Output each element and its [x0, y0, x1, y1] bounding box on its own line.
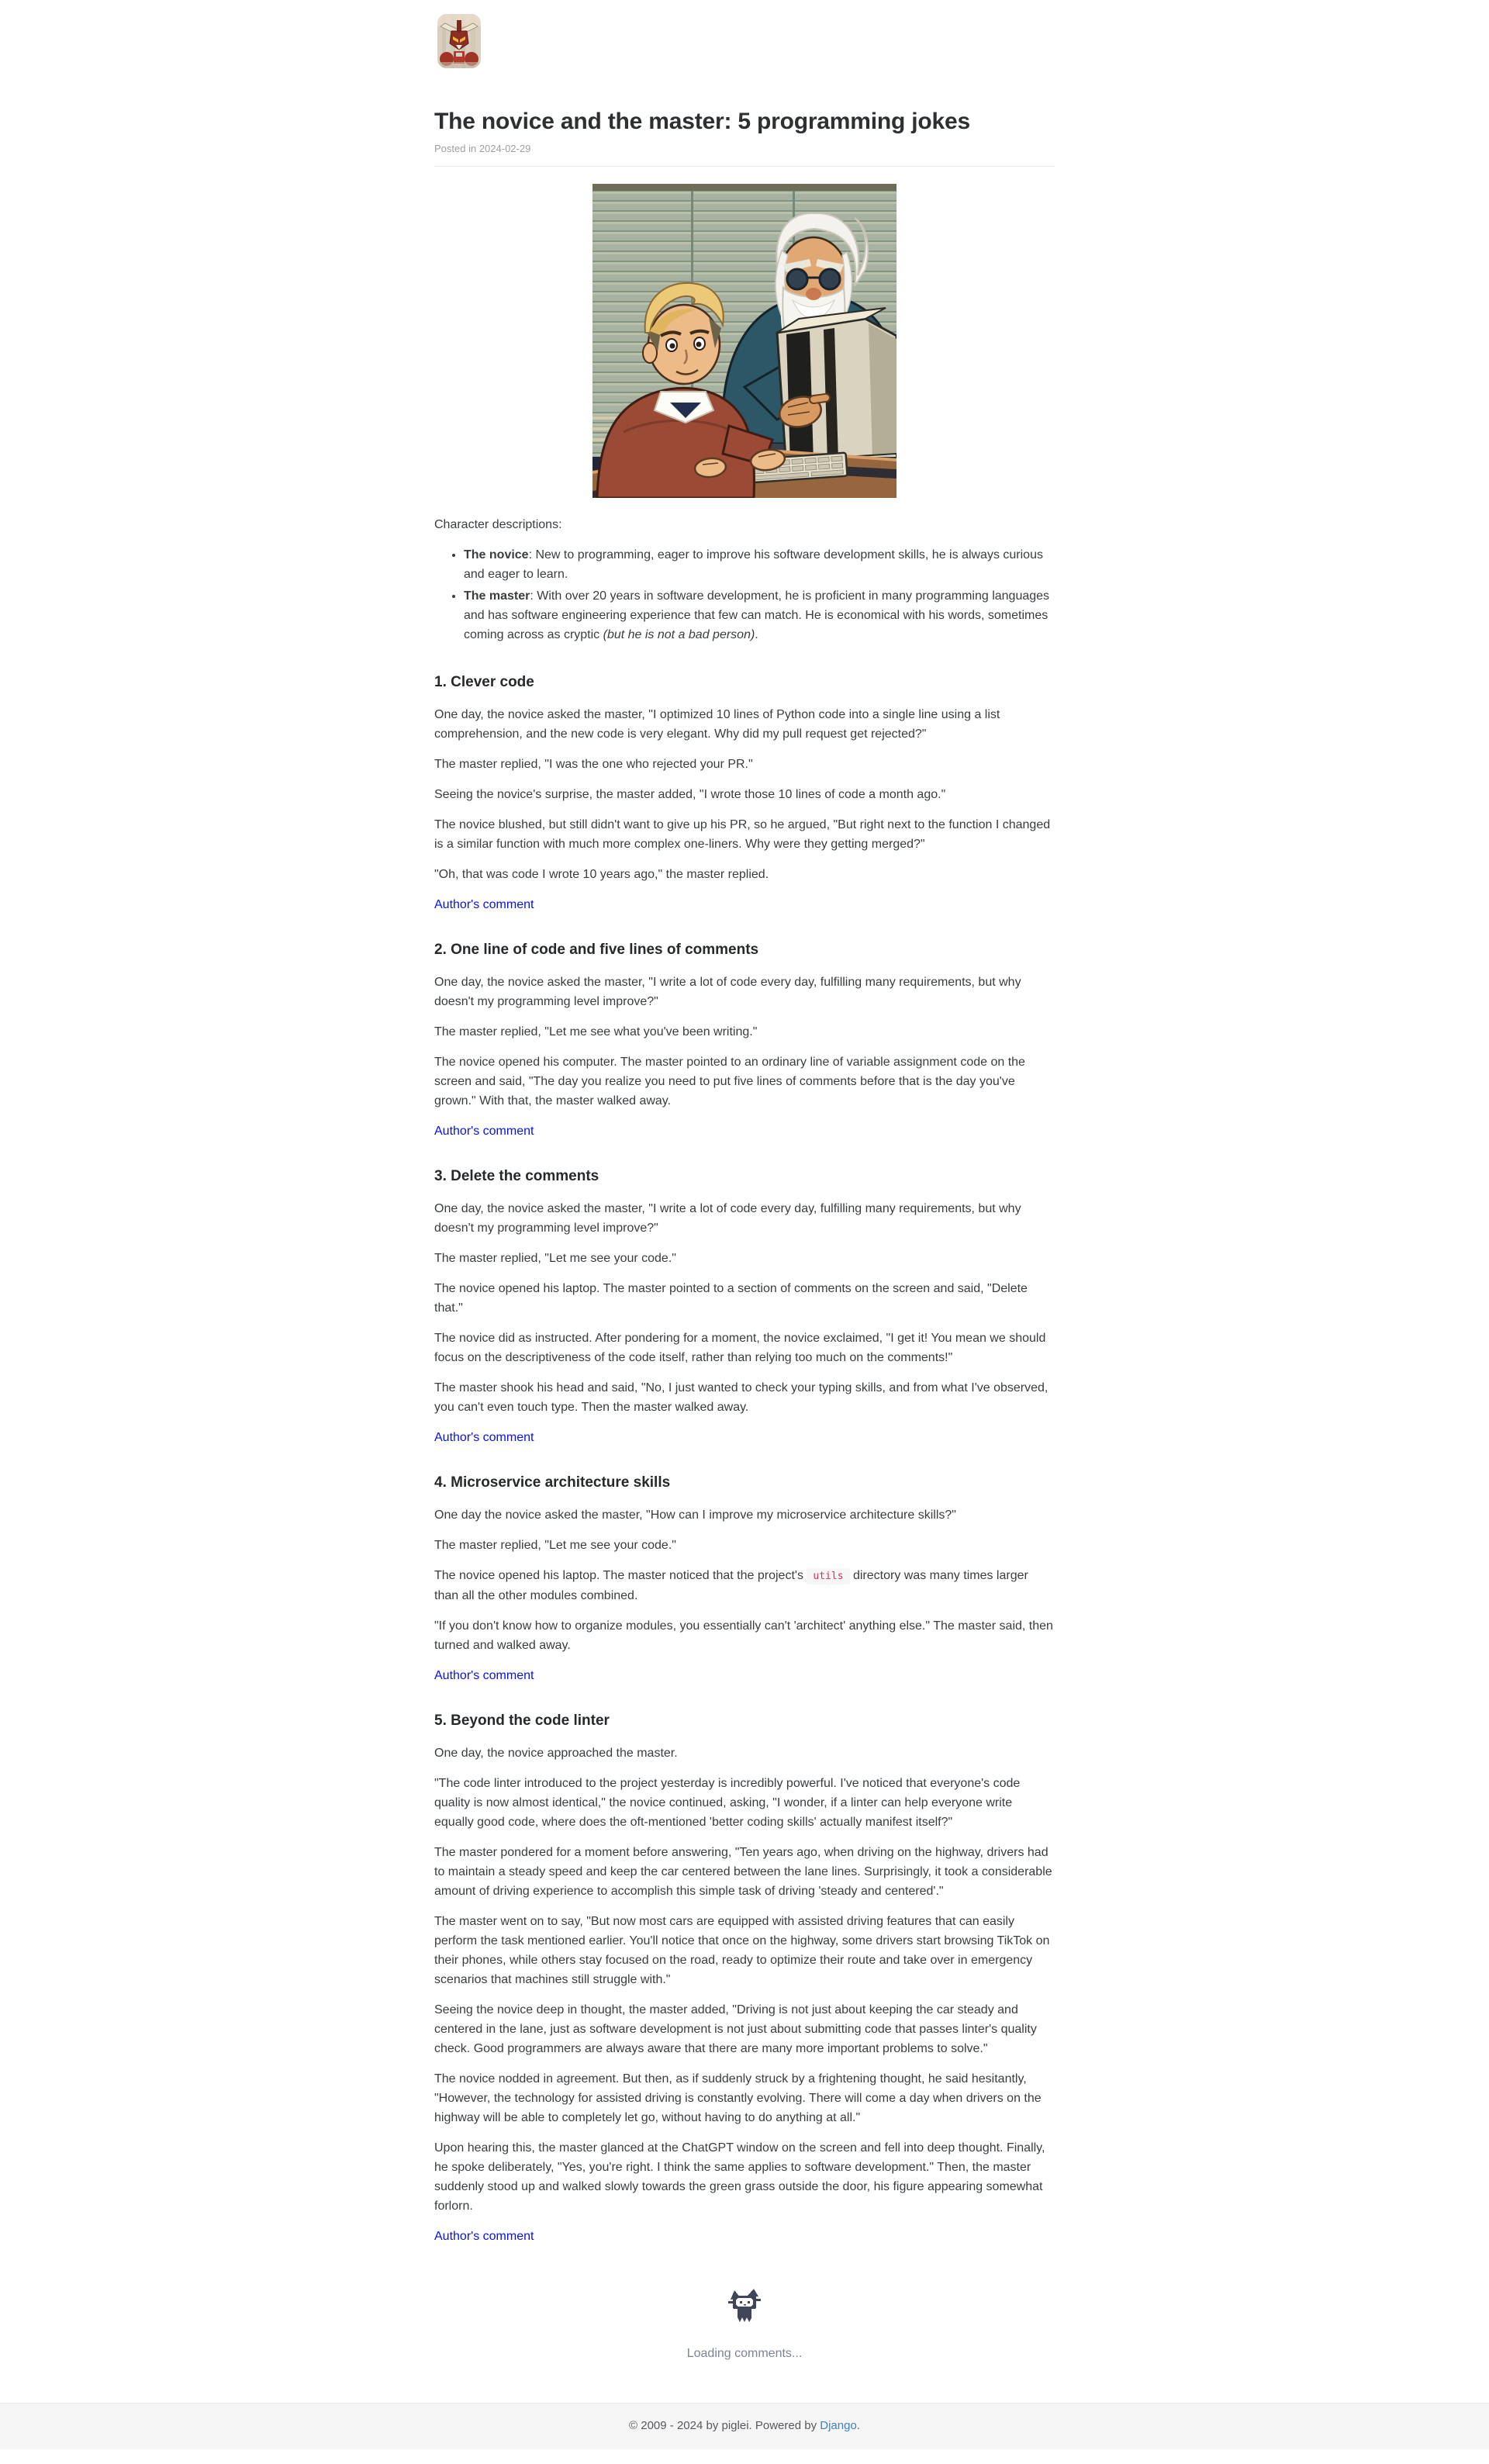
- comments-section: [434, 2289, 1055, 2361]
- novice-and-master-illustration: [592, 184, 897, 498]
- inline-code-utils: utils: [807, 1568, 849, 1584]
- list-item-novice: • The novice: New to programming, eager to improve his software development skills, he is always curious and eager to learn.: [464, 545, 1055, 584]
- paragraph: The novice did as instructed. After pondering for a moment, the novice exclaimed, "I get it! You mean we should focus on the descriptiveness of the code itself, rather than relying too much on the comments!": [434, 1332, 1046, 1364]
- authors-comment-link[interactable]: Author's comment: [434, 898, 534, 911]
- list-item-master: • The master: With over 20 years in software development, he is proficient in many programming languages and has software engineering experience that few can match. He is economical with his words, sometimes coming across as cryptic (but he is not a bad person).: [464, 586, 1055, 645]
- authors-comment-link[interactable]: Author's comment: [434, 1669, 534, 1682]
- section-heading: 4. Microservice architecture skills: [434, 1474, 671, 1491]
- novice-name: The novice: [464, 548, 529, 562]
- section-one-line-five-comments: [434, 942, 1055, 1139]
- paragraph: One day, the novice asked the master, "I write a lot of code every day, fulfilling many requirements, but why doesn't my programming level improve?": [434, 1202, 1021, 1235]
- authors-comment-link[interactable]: Author's comment: [434, 1431, 534, 1444]
- paragraph: The master replied, "Let me see your code.": [434, 1252, 676, 1265]
- paragraph: The master replied, "I was the one who rejected your PR.": [434, 758, 753, 771]
- section-heading: 1. Clever code: [434, 674, 534, 690]
- paragraph: Seeing the novice's surprise, the master added, "I wrote those 10 lines of code a month ago.": [434, 788, 946, 801]
- paragraph: The novice opened his computer. The master pointed to an ordinary line of variable assignment code on the screen and said, "The day you realize you need to put five lines of comments before that is the day you've grown." With that, the master walked away.: [434, 1056, 1025, 1108]
- paragraph: One day, the novice asked the master, "I optimized 10 lines of Python code into a single line using a list comprehension, and the new code is very elegant. Why did my pull request get rejected?": [434, 708, 1000, 741]
- paragraph-with-code: The novice opened his laptop. The master noticed that the project's utils directory was many times larger than all the other modules combined.: [434, 1569, 1028, 1602]
- section-beyond-the-code-linter: [434, 1712, 1055, 2244]
- paragraph: One day, the novice asked the master, "I write a lot of code every day, fulfilling many requirements, but why doesn't my programming level improve?": [434, 976, 1021, 1008]
- paragraph: "If you don't know how to organize modules, you essentially can't 'architect' anything else." The master said, then turned and walked away.: [434, 1619, 1053, 1652]
- paragraph: One day, the novice approached the master.: [434, 1747, 678, 1760]
- page-title: The novice and the master: 5 programming jokes: [434, 109, 970, 134]
- paragraph: The novice blushed, but still didn't want to give up his PR, so he argued, "But right next to the function I changed is a similar function with much more complex one-liners. Why were they getting merged?": [434, 818, 1051, 851]
- footer-copyright: © 2009 - 2024 by piglei. Powered by: [629, 2419, 821, 2432]
- paragraph: The master replied, "Let me see your code.": [434, 1539, 676, 1552]
- section-heading: 2. One line of code and five lines of comments: [434, 942, 759, 958]
- section-delete-the-comments: [434, 1168, 1055, 1445]
- pixel-cat-icon: [728, 2289, 761, 2326]
- section-heading: 5. Beyond the code linter: [434, 1712, 610, 1729]
- footer: © 2009 - 2024 by piglei. Powered by Django.: [0, 2403, 1489, 2449]
- site-logo[interactable]: [437, 14, 481, 68]
- character-descriptions-label: Character descriptions:: [434, 518, 562, 531]
- master-name: The master: [464, 589, 530, 603]
- paragraph: The master replied, "Let me see what you've been writing.": [434, 1025, 758, 1038]
- section-heading: 3. Delete the comments: [434, 1168, 599, 1184]
- paragraph: "Oh, that was code I wrote 10 years ago," the master replied.: [434, 868, 769, 881]
- comments-loading-text: Loading comments...: [686, 2347, 803, 2360]
- authors-comment-link[interactable]: Author's comment: [434, 1125, 534, 1138]
- paragraph: The master shook his head and said, "No, I just wanted to check your typing skills, and from what I've observed, you can't even touch type. Then the master walked away.: [434, 1381, 1049, 1414]
- django-link[interactable]: Django: [820, 2419, 857, 2432]
- paragraph: The master pondered for a moment before answering, "Ten years ago, when driving on the highway, drivers had to maintain a steady speed and keep the car centered between the lane lines. Surprisingly, it took a considerable amount of driving experience to accomplish this simple task of driving 'steady and centered'.": [434, 1846, 1052, 1898]
- section-microservice-architecture: [434, 1474, 1055, 1683]
- page-container: [434, 0, 1055, 2361]
- paragraph: The novice opened his laptop. The master pointed to a section of comments on the screen and said, "Delete that.": [434, 1282, 1028, 1315]
- gundam-robot-icon: [437, 14, 481, 68]
- post-date: Posted in 2024-02-29: [434, 143, 531, 154]
- section-clever-code: [434, 674, 1055, 912]
- paragraph: One day the novice asked the master, "How can I improve my microservice architecture skills?": [434, 1508, 956, 1522]
- paragraph: Upon hearing this, the master glanced at the ChatGPT window on the screen and fell into deep thought. Finally, he spoke deliberately, "Yes, you're right. I think the same applies to software development." Then, the master suddenly stood up and walked slowly towards the green grass outside the door, his figure appearing somewhat forlorn.: [434, 2141, 1045, 2213]
- master-note-italic: (but he is not a bad person): [603, 628, 755, 641]
- authors-comment-link[interactable]: Author's comment: [434, 2230, 534, 2243]
- character-list: [434, 545, 1055, 645]
- paragraph: Seeing the novice deep in thought, the master added, "Driving is not just about keeping the car steady and centered in the lane, just as software development is not just about submitting code that passes linter's quality check. Good programmers are always aware that there are many more important problems to solve.": [434, 2003, 1037, 2055]
- paragraph: The novice nodded in agreement. But then, as if suddenly struck by a frightening thought, he said hesitantly, "However, the technology for assisted driving is constantly evolving. There will come a day when drivers on the highway will be able to completely let go, without having to do anything at all.": [434, 2072, 1042, 2124]
- hero-image: [592, 184, 897, 498]
- paragraph: The master went on to say, "But now most cars are equipped with assisted driving features that can easily perform the task mentioned earlier. You'll notice that once on the highway, some drivers start browsing TikTok on their phones, while others stay focused on the road, ready to optimize their route and take over in emergency scenarios that machines still struggle with.": [434, 1915, 1050, 1986]
- divider: [434, 166, 1055, 167]
- paragraph: "The code linter introduced to the project yesterday is incredibly powerful. I've noticed that everyone's code quality is now almost identical," the novice continued, asking, "I wonder, if a linter can help everyone write equally good code, where does the oft-mentioned 'better coding skills' actually manifest itself?": [434, 1777, 1021, 1829]
